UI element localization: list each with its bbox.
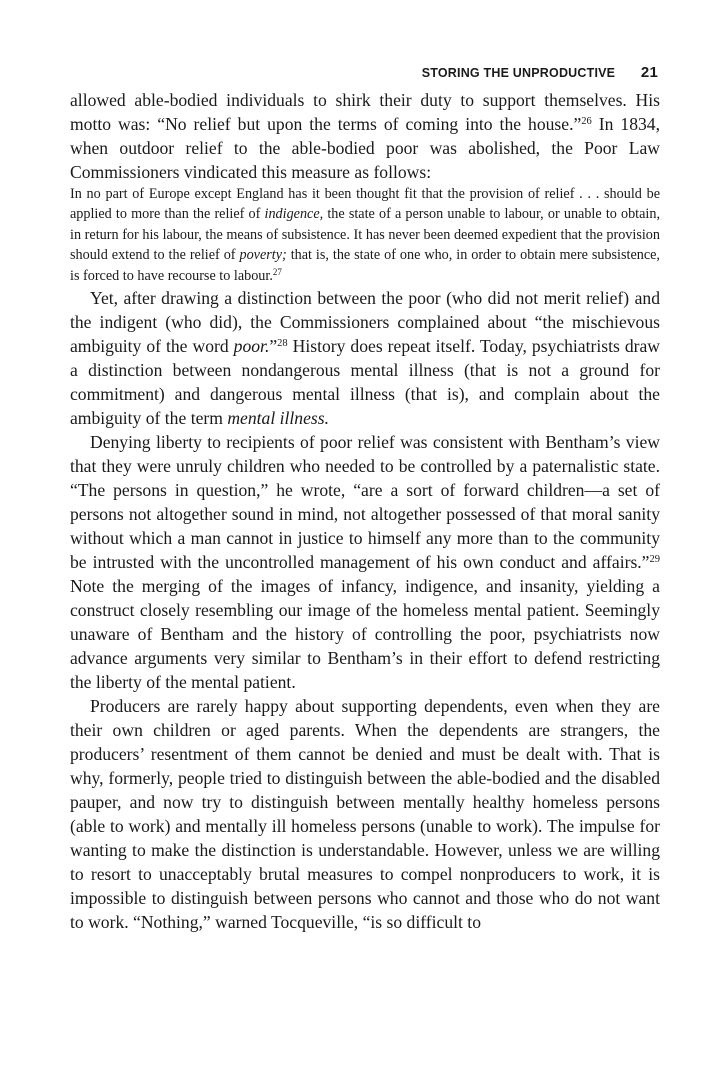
paragraph-2-text-a: Yet, after drawing a distinction between the poor (who did not merit relief) and the indigent (who did), the Commissioners complained about “the mischievous ambiguity of the word xyxy=(70,288,660,357)
quote-italic-poverty: poverty; xyxy=(239,247,287,264)
paragraph-2-italic-mental-illness: mental illness. xyxy=(227,408,329,429)
footnote-ref-28: 28 xyxy=(277,338,288,350)
running-head-title: STORING THE UNPRODUCTIVE xyxy=(421,66,616,80)
footnote-ref-29: 29 xyxy=(649,554,660,566)
footnote-ref-27: 27 xyxy=(272,266,282,277)
paragraph-4 xyxy=(70,694,660,934)
paragraph-3-text-b: Note the merging of the images of infancy, indigence, and insanity, yielding a construct closely resembling our image of the homeless mental patient. Seemingly unaware of Bentham and the history of controlling the poor, psychiatrists now advance arguments very similar to Bentham’s in their effort to defend restricting the liberty of the mental patient. xyxy=(70,576,660,693)
paragraph-1-text-b: In 1834, when outdoor relief to the able-bodied poor was abolished, the Poor Law Commissioners vindicated this measure as follows: xyxy=(70,114,660,182)
paragraph-4-text: Producers are rarely happy about supporting dependents, even when they are their own children or aged parents. When the dependents are strangers, the producers’ resentment of them cannot be denied and must be dealt with. That is why, formerly, people tried to distinguish between the able-bodied and the disabled pauper, and now try to distinguish between mentally healthy homeless persons (able to work) and mentally ill homeless persons (unable to work). The impulse for wanting to make the distinction is understandable. However, unless we are willing to resort to unacceptably brutal measures to compel nonproducers to work, it is impossible to distinguish between persons who cannot and those who do not want to work. “Nothing,” warned Tocqueville, “is so difficult to xyxy=(70,696,660,933)
block-quote xyxy=(70,184,660,286)
running-head xyxy=(422,64,658,81)
quote-text-a: In no part of Europe except England has it been thought fit that the provision of relief . . . should be applied to more than the relief of xyxy=(70,186,660,223)
page-number: 21 xyxy=(640,64,658,81)
page-body xyxy=(70,88,660,934)
quote-italic-indigence: indigence, xyxy=(264,206,324,223)
paragraph-3-text-a: Denying liberty to recipients of poor relief was consistent with Bentham’s view that they were unruly children who needed to be controlled by a paternalistic state. “The persons in question,” he wrote, “are a sort of forward children—a set of persons not altogether sound in mind, not altogether possessed of that moral sanity without which a man cannot in justice to himself any more than to the community be intrusted with the uncontrolled management of his own conduct and affairs.” xyxy=(70,432,660,573)
quote-text-b: the state of a person unable to labour, or unable to obtain, in return for his labour, the means of subsistence. It has never been deemed expedient that the provision should extend to the relief of xyxy=(70,206,661,264)
paragraph-2-text-b: ” xyxy=(269,336,278,357)
paragraph-3 xyxy=(70,430,660,694)
paragraph-2-text-c: History does repeat itself. Today, psychiatrists draw a distinction between nondangerous mental illness (that is not a ground for commitment) and dangerous mental illness (that is), and complain about the ambiguity of the term xyxy=(70,336,661,429)
paragraph-2-italic-poor: poor. xyxy=(233,336,270,357)
paragraph-1-text-a: allowed able-bodied individuals to shirk their duty to support themselves. His motto was: “No relief but upon the terms of coming into the house.” xyxy=(70,90,660,134)
quote-text-c: that is, the state of one who, in order to obtain mere subsistence, is forced to have recourse to labour. xyxy=(70,247,660,284)
paragraph-1 xyxy=(70,88,660,184)
paragraph-2 xyxy=(70,286,660,430)
footnote-ref-26: 26 xyxy=(581,116,592,127)
